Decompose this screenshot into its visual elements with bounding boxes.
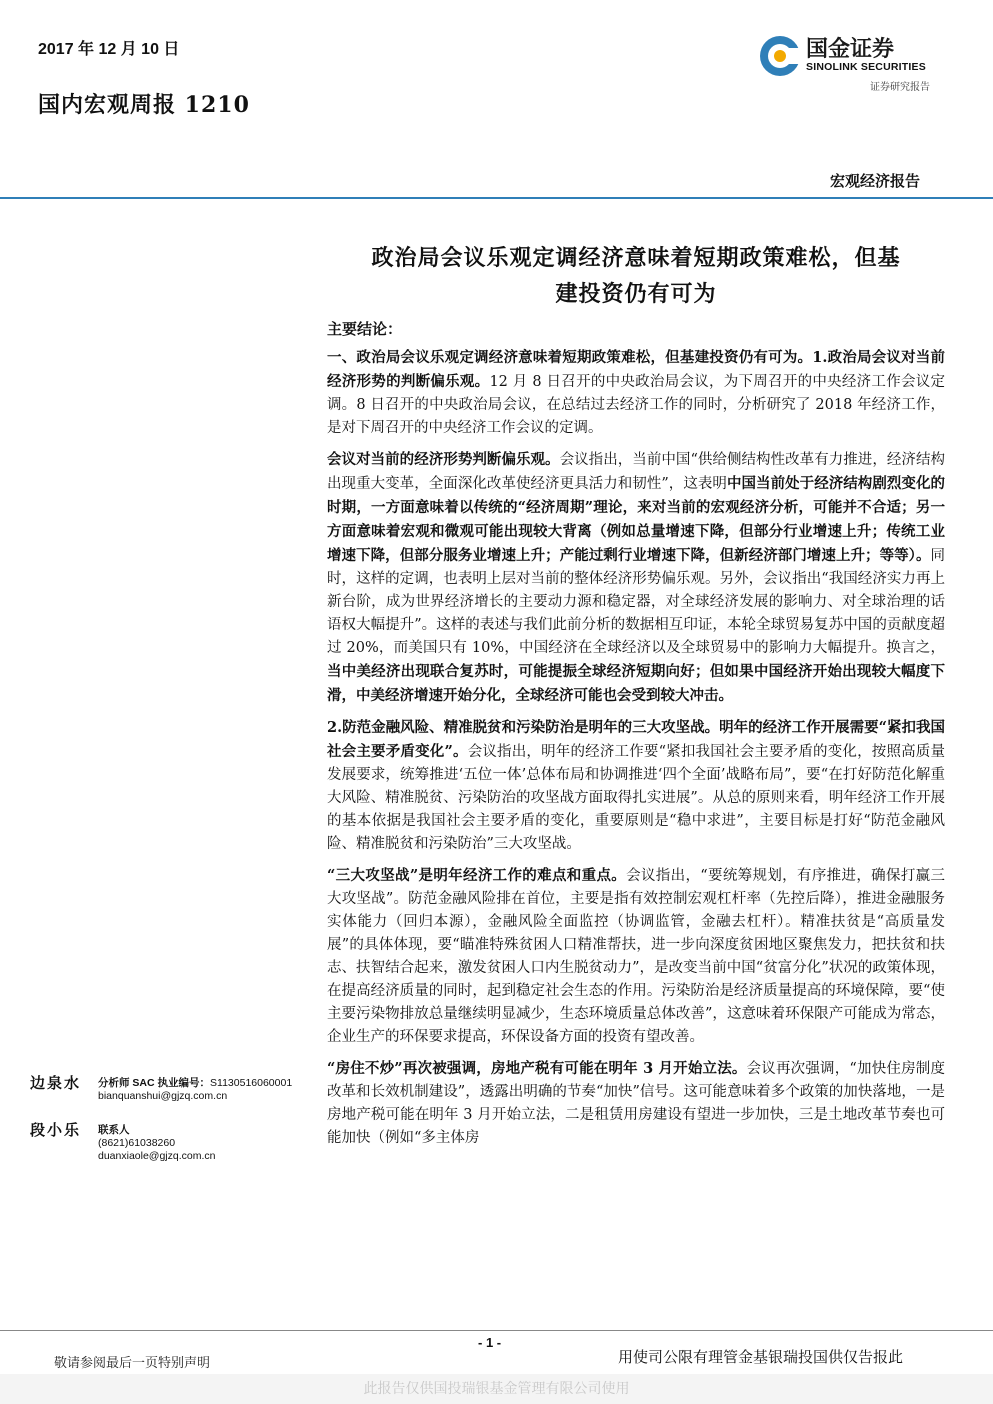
paragraph-2-bold-3: 当中美经济出现联合复苏时，可能提振全球经济短期向好；但如果中国经济开始出现较大幅度下滑，中美经济增速开始分化，全球经济可能也会受到较大冲击。 [327, 663, 945, 704]
report-date: 2017 年 12 月 10 日 [38, 41, 180, 58]
paragraph-5 [327, 1057, 945, 1150]
analyst-2-email[interactable]: duanxiaole@gjzq.com.cn [98, 1150, 216, 1162]
analyst-2-label: 联系人 [98, 1124, 130, 1136]
paragraph-2 [327, 448, 945, 708]
paragraph-5-bold-1: “房住不炒”再次被强调，房地产税有可能在明年 3 月开始立法。 [327, 1060, 747, 1077]
paragraph-1-bold-1: 一、政治局会议乐观定调经济意味着短期政策难松，但基建投资仍有可为。1.政治局会议对当前经济形势的判断偏乐观。 [327, 349, 945, 390]
logo-subtitle: 证券研究报告 [870, 82, 930, 93]
paragraph-1 [327, 346, 945, 440]
paragraph-2-bold-2: 中国当前处于经济结构剧烈变化的时期，一方面意味着以传统的“经济周期”理论，来对当前的宏观经济分析，可能并不合适；另一方面意味着宏观和微观可能出现较大背离（例如总量增速下降，但部分行业增速上升；传统工业增速下降，但部分服务业增速上升；产能过剩行业增速下降，但新经济部门增速上升；等等）。 [327, 475, 945, 564]
analyst-1-email[interactable]: bianquanshui@gjzq.com.cn [98, 1090, 228, 1102]
headline-line-2: 建投资仍有可为 [555, 281, 717, 307]
section-label: 主要结论： [327, 320, 403, 338]
logo-mark-icon [758, 34, 802, 78]
paragraph-1-text-1: 12 月 8 日召开的中央政治局会议，为下周召开的中央经济工作会议定调。8 日召开的中央政治局会议，在总结过去经济工作的同时，分析研究了 2018 年经济工作，是对下周召开的中央经济工作会议的定调。 [327, 374, 945, 436]
analyst-2-phone: (8621)61038260 [98, 1137, 176, 1149]
logo-english-name: SINOLINK SECURITIES [806, 61, 926, 73]
analyst-info-1 [98, 1077, 292, 1103]
footer-divider [0, 1330, 993, 1331]
paragraph-4-text-1: 会议指出，“要统筹规划，有序推进，确保打赢三大攻坚战”。防范金融风险排在首位，主要是指有效控制宏观杠杆率（先控后降），推进金融服务实体能力（回归本源），金融风险全面监控（协调监管，金融去杠杆）。精准扶贫是“高质量发展”的具体体现，要“瞄准特殊贫困人口精准帮扶，进一步向深度贫困地区聚焦发力，把扶贫和扶志、扶智结合起来，激发贫困人口内生脱贫动力”，是改变当前中国“贫富分化”状况的政策体现，在提高经济质量的同时，起到稳定社会生态的作用。污染防治是经济质量提高的环境保障，要“使主要污染物排放总量继续明显减少，生态环境质量总体改善”，这意味着环保限产可能成为常态，企业生产的环保要求提高，环保设备方面的投资有望改善。 [327, 868, 945, 1045]
report-category: 宏观经济报告 [830, 172, 921, 190]
paragraph-3 [327, 716, 945, 856]
paragraph-2-text-2: 同时，这样的定调，也表明上层对当前的整体经济形势偏乐观。另外，会议指出“我国经济实力再上新台阶，成为世界经济增长的主要动力源和稳定器，对全球经济发展的影响力、对全球治理的话语权大幅提升”。这样的表述与我们此前分析的数据相互印证，本轮全球贸易复苏中国的贡献度超过 20%，而美国只有 10%，中国经济在全球经济以及全球贸易中的影响力大幅提升。换言之， [327, 548, 945, 656]
analyst-name-2: 段小乐 [30, 1121, 82, 1139]
headline [325, 240, 947, 312]
footer-disclaimer: 敬请参阅最后一页特别声明 [54, 1356, 211, 1371]
paragraph-2-bold-1: 会议对当前的经济形势判断偏乐观。 [327, 451, 560, 468]
paragraph-2-text-1: 会议指出，当前中国“供给侧结构性改革有力推进，经济结构出现重大变革，全面深化改革使经济更具活力和韧性”，这表明 [327, 452, 945, 492]
paragraph-5-text-1: 会议再次强调，“加快住房制度改革和长效机制建设”，透露出明确的节奏“加快”信号。这可能意味着多个政策的加快落地，一是房地产税可能在明年 3 月开始立法，二是租赁用房建设有望进一步加快，三是土地改革节奏也可能加快（例如“多主体房 [327, 1061, 945, 1146]
headline-line-1: 政治局会议乐观定调经济意味着短期政策难松，但基 [371, 245, 901, 271]
footer-usage-note: 用使司公限有理管金基银瑞投国供仅告报此 [618, 1348, 904, 1366]
watermark-text: 此报告仅供国投瑞银基金管理有限公司使用 [0, 1374, 993, 1404]
body-text [327, 346, 945, 1158]
paragraph-4 [327, 864, 945, 1049]
analyst-info-2 [98, 1124, 215, 1163]
report-title: 国内宏观周报 1210 [38, 92, 250, 118]
paragraph-3-bold-1: 2.防范金融风险、精准脱贫和污染防治是明年的三大攻坚战。明年的经济工作开展需要“紧扣我国社会主要矛盾变化”。 [327, 719, 945, 760]
page-number: - 1 - [478, 1335, 502, 1350]
analyst-1-label: 分析师 SAC 执业编号： [98, 1077, 211, 1089]
analyst-1-sac-id: S1130516060001 [210, 1077, 293, 1089]
logo-name: 国金证券 [806, 37, 895, 62]
analyst-name-1: 边泉水 [30, 1074, 82, 1092]
paragraph-3-text-1: 会议指出，明年的经济工作要“紧扣我国社会主要矛盾的变化，按照高质量发展要求，统筹推进‘五位一体’总体布局和协调推进‘四个全面’战略布局”，要“在打好防范化解重大风险、精准脱贫、污染防治的攻坚战方面取得扎实进展”。从总的原则来看，明年经济工作开展的基本依据是我国社会主要矛盾的变化，重要原则是“稳中求进”，主要目标是打好“防范金融风险、精准脱贫和污染防治”三大攻坚战。 [327, 744, 945, 852]
header-divider [0, 197, 993, 199]
paragraph-4-bold-1: “三大攻坚战”是明年经济工作的难点和重点。 [327, 867, 627, 884]
